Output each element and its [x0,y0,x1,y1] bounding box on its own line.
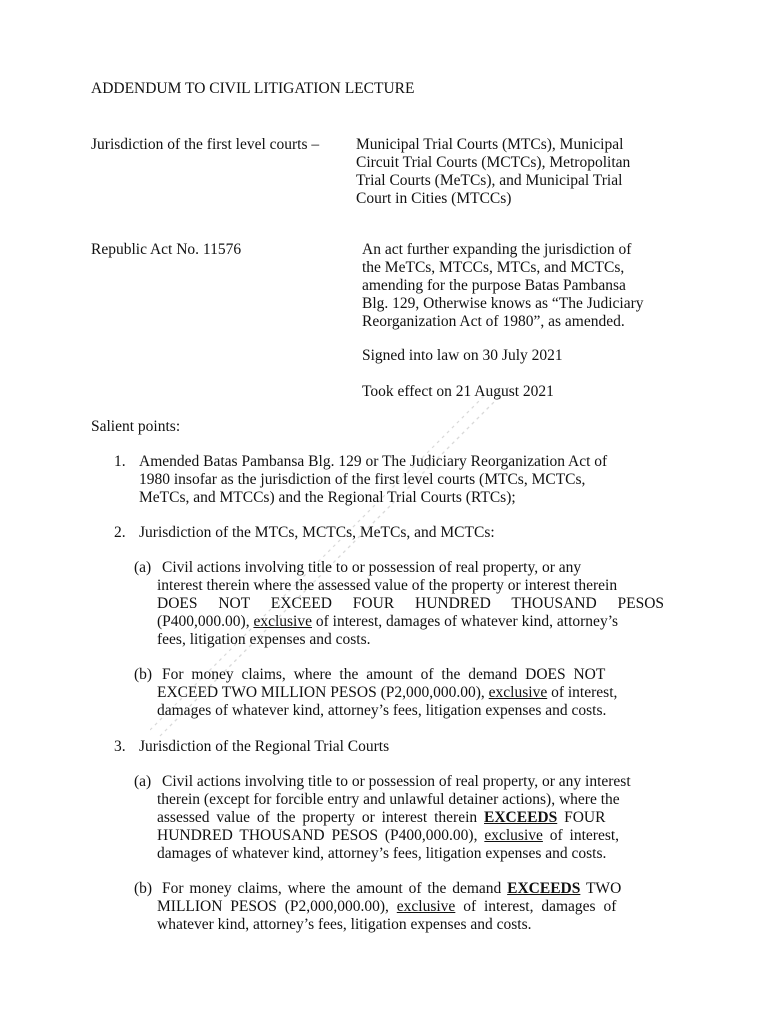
point-2b-line-1: For money claims, where the amount of the demand DOES NOT [162,666,606,683]
point-3a-line-1: Civil actions involving title to or possession of real property, or any interest [162,773,631,790]
point-3b-line-1 [162,880,679,898]
point-3a-line-3-c: FOUR [564,809,606,826]
act-line-2: the MeTCs, MTCCs, MTCs, and MCTCs, [362,259,625,276]
act-label: Republic Act No. 11576 [91,241,242,258]
point-2b-line-2-b: of interest, [551,684,618,701]
act-effect: Took effect on 21 August 2021 [362,383,554,400]
point-3b-letter: (b) [134,880,153,897]
point-2b-line-2-a: EXCEED TWO MILLION PESOS (P2,000,000.00), [157,684,485,701]
point-3b-exclusive: exclusive [396,898,456,915]
point-3b-line-1-c: TWO [585,880,622,897]
point-3b-line-2-b: of interest, damages of [463,898,617,915]
point-3a-line-3 [157,809,679,827]
point-3a-line-5: damages of whatever kind, attorney’s fees, litigation expenses and costs. [157,845,607,862]
point-3a-exclusive: exclusive [484,827,543,844]
point-1-number: 1. [114,453,126,470]
point-2-number: 2. [114,524,126,541]
point-2b-line-2 [157,684,679,702]
point-3a-line-4 [157,827,679,845]
point-3b-line-2 [157,898,679,916]
point-2a-line-4-a: (P400,000.00), [157,613,250,630]
point-1-line-1: Amended Batas Pambansa Blg. 129 or The Judiciary Reorganization Act of [139,453,608,470]
point-2a-line-4 [157,613,679,631]
point-2-text: Jurisdiction of the MTCs, MCTCs, MeTCs, and MCTCs: [139,524,495,541]
point-2a-line-5: fees, litigation expenses and costs. [157,631,371,648]
point-3a-line-3-a: assessed value of the property or interest therein [157,809,478,826]
point-3a-line-2: therein (except for forcible entry and unlawful detainer actions), where the [157,791,620,808]
point-2a-line-1: Civil actions involving title to or possession of real property, or any [162,559,582,576]
point-3b-line-1-a: For money claims, where the amount of the demand [162,880,502,897]
document-title: ADDENDUM TO CIVIL LITIGATION LECTURE [91,80,415,97]
point-2a-line-4-b: of interest, damages of whatever kind, attorney’s [315,613,619,630]
jurisdiction-label: Jurisdiction of the first level courts – [91,136,320,153]
jurisdiction-line-4: Court in Cities (MTCCs) [356,190,512,207]
point-3b-line-3: whatever kind, attorney’s fees, litigation expenses and costs. [157,916,532,933]
point-1-line-3: MeTCs, and MTCCs) and the Regional Trial Courts (RTCs); [139,489,516,506]
point-3a-line-4-b: of interest, [549,827,620,844]
point-2a-line-2: interest therein where the assessed value of the property or interest therein [157,577,618,594]
point-3a-letter: (a) [134,773,152,790]
point-2b-line-3: damages of whatever kind, attorney’s fees, litigation expenses and costs. [157,702,607,719]
point-3b-line-2-a: MILLION PESOS (P2,000,000.00), [157,898,389,915]
point-2a-letter: (a) [134,559,152,576]
point-3-text: Jurisdiction of the Regional Trial Courts [139,738,390,755]
jurisdiction-line-3: Trial Courts (MeTCs), and Municipal Trial [356,172,623,189]
act-line-1: An act further expanding the jurisdiction of [362,241,632,258]
point-3a-exceeds: EXCEEDS [484,809,558,826]
act-line-4: Blg. 129, Otherwise knows as “The Judiciary [362,295,644,312]
point-2b-letter: (b) [134,666,153,683]
point-2b-exclusive: exclusive [488,684,548,701]
jurisdiction-line-1: Municipal Trial Courts (MTCs), Municipal [356,136,624,153]
jurisdiction-line-2: Circuit Trial Courts (MCTCs), Metropolitan [356,154,631,171]
act-line-5: Reorganization Act of 1980”, as amended. [362,313,625,330]
point-1-line-2: 1980 insofar as the jurisdiction of the first level courts (MTCs, MCTCs, [139,471,586,488]
point-3b-exceeds: EXCEEDS [507,880,581,897]
point-3a-line-4-a: HUNDRED THOUSAND PESOS (P400,000.00), [157,827,478,844]
point-2a-exclusive: exclusive [253,613,312,630]
point-2a-line-3: DOES NOT EXCEED FOUR HUNDRED THOUSAND PESOS [157,595,665,612]
salient-heading: Salient points: [91,418,181,435]
act-signed: Signed into law on 30 July 2021 [362,347,563,364]
act-line-3: amending for the purpose Batas Pambansa [362,277,626,294]
point-3-number: 3. [114,738,126,755]
